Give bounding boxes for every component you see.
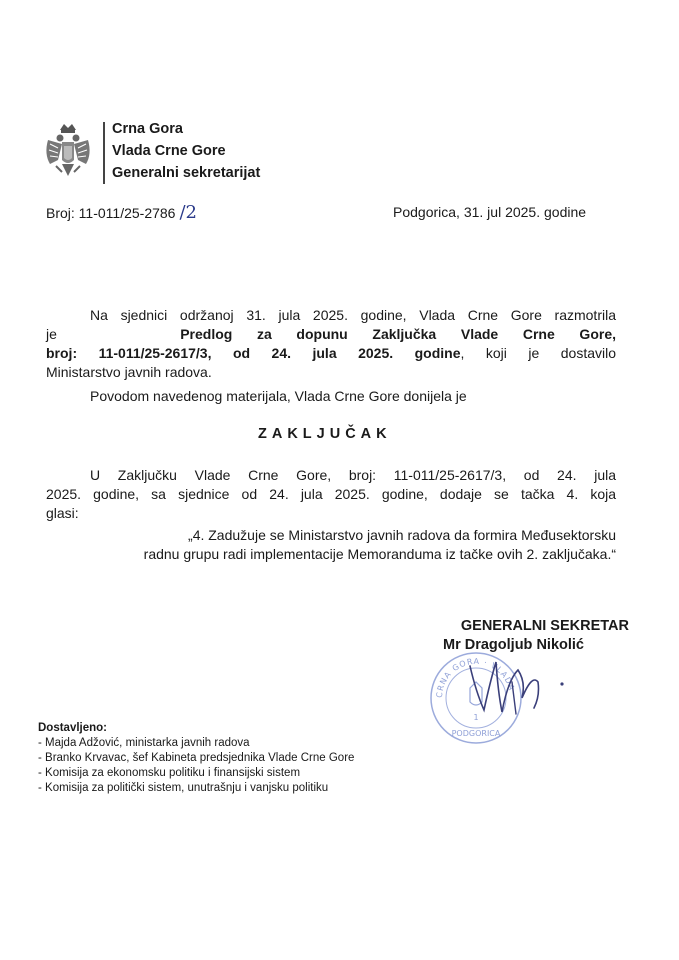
- header-department: Generalni sekretarijat: [112, 165, 261, 181]
- quote-line-1: „4. Zadužuje se Ministarstvo javnih radova da formira Međusektorsku: [188, 527, 616, 543]
- stamp-number: 1: [473, 713, 479, 722]
- coat-of-arms-logo: [40, 120, 96, 184]
- p3-line-1: U Zaključku Vlade Crne Gore, broj: 11-011/25-2617/3, od 24. jula: [90, 467, 616, 483]
- distribution-item: - Branko Krvavac, šef Kabineta predsjednika Vlade Crne Gore: [38, 752, 355, 764]
- reference-number: [46, 203, 197, 223]
- handwritten-suffix: /2: [179, 202, 197, 223]
- header-government: Vlada Crne Gore: [112, 143, 226, 159]
- p1-line-2: je Predlog za dopunu Zaključka Vlade Crne Gore,: [46, 326, 616, 342]
- document-title: ZAKLJUČAK: [258, 426, 392, 442]
- stamp-text: CRNA GORA · VLADA: [434, 656, 517, 699]
- distribution-item: - Komisija za ekonomsku politiku i finansijski sistem: [38, 767, 301, 779]
- paragraph-3: [46, 466, 616, 523]
- handwritten-signature: [462, 652, 572, 722]
- header-country: Crna Gora: [112, 121, 183, 137]
- quote-block: [76, 526, 616, 564]
- paragraph-1: [46, 306, 616, 382]
- p1-line-4: Ministarstvo javnih radova.: [46, 364, 212, 380]
- place-date: Podgorica, 31. jul 2025. godine: [393, 204, 587, 220]
- distribution-heading: Dostavljeno:: [38, 722, 108, 734]
- p3-line-3: glasi:: [46, 505, 79, 521]
- p1-line-1: Na sjednici održanoj 31. jula 2025. godine, Vlada Crne Gore razmotrila: [90, 307, 616, 323]
- distribution-list: [38, 721, 458, 796]
- signature-title: GENERALNI SEKRETAR: [460, 618, 629, 634]
- header-divider: [103, 122, 105, 184]
- p3-line-2: 2025. godine, sa sjednice od 24. jula 2025. godine, dodaje se tačka 4. koja: [46, 486, 616, 502]
- reference-number-text: Broj: 11-011/25-2786: [46, 205, 176, 221]
- distribution-item: - Komisija za politički sistem, unutrašnju i vanjsku politiku: [38, 782, 329, 794]
- p1-line-3: broj: 11-011/25-2617/3, od 24. jula 2025. godine, koji je dostavilo: [46, 345, 616, 361]
- paragraph-2: Povodom navedenog materijala, Vlada Crne Gore donijela je: [90, 388, 467, 404]
- signature-name: Mr Dragoljub Nikolić: [443, 637, 584, 653]
- stamp-city: PODGORICA: [451, 729, 501, 738]
- quote-line-2: radnu grupu radi implementacije Memoranduma iz tačke ovih 2. zaključaka.“: [143, 546, 616, 562]
- distribution-item: - Majda Adžović, ministarka javnih radova: [38, 737, 250, 749]
